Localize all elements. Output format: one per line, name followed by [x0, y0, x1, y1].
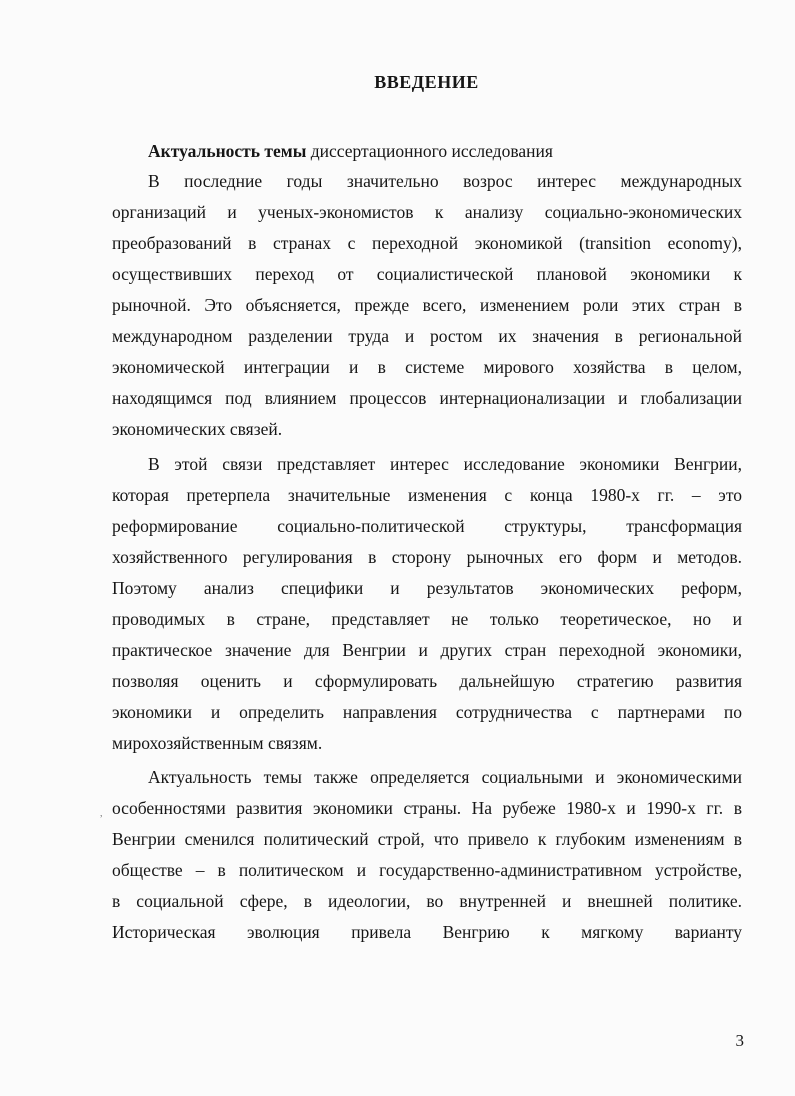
paragraph-line: преобразований в странах с переходной экономикой (transition economy),	[112, 233, 742, 253]
paragraph-3	[112, 762, 742, 948]
paragraph-line: рыночной. Это объясняется, прежде всего, изменением роли этих стран в	[112, 295, 742, 315]
page-title: ВВЕДЕНИЕ	[374, 72, 479, 92]
paragraph-line: Венгрии сменился политический строй, что привело к глубоким изменениям в	[112, 829, 742, 849]
section-subheading	[148, 137, 742, 165]
paragraph-line: экономики и определить направления сотрудничества с партнерами по	[112, 702, 742, 722]
paragraph-line: В последние годы значительно возрос интерес международных	[148, 171, 742, 191]
paragraph-line: проводимых в стране, представляет не только теоретическое, но и	[112, 609, 742, 629]
paragraph-line: которая претерпела значительные изменения с конца 1980-х гг. – это	[112, 485, 742, 505]
paragraph-line: Актуальность темы также определяется социальными и экономическими	[148, 767, 742, 787]
paragraph-line: находящимся под влиянием процессов интернационализации и глобализации	[112, 388, 742, 408]
paragraph-line: практическое значение для Венгрии и других стран переходной экономики,	[112, 640, 742, 660]
scan-speck: ,	[100, 808, 103, 819]
paragraph-line: Поэтому анализ специфики и результатов экономических реформ,	[112, 578, 742, 598]
paragraph-line: В этой связи представляет интерес исследование экономики Венгрии,	[148, 454, 742, 474]
paragraph-1	[112, 166, 742, 445]
paragraph-line: мирохозяйственным связям.	[112, 733, 323, 753]
subheading-bold: Актуальность темы	[148, 141, 307, 161]
paragraph-line: позволяя оценить и сформулировать дальнейшую стратегию развития	[112, 671, 742, 691]
paragraph-line: особенностями развития экономики страны. На рубеже 1980-х и 1990-х гг. в	[112, 798, 742, 818]
paragraph-line: в социальной сфере, в идеологии, во внутренней и внешней политике.	[112, 891, 742, 911]
paragraph-line: организаций и ученых-экономистов к анализу социально-экономических	[112, 202, 742, 222]
page-number: 3	[735, 1031, 744, 1050]
paragraph-2	[112, 449, 742, 759]
paragraph-line: экономической интеграции и в системе мирового хозяйства в целом,	[112, 357, 742, 377]
subheading-rest: диссертационного исследования	[306, 141, 553, 161]
paragraph-line: хозяйственного регулирования в сторону рыночных его форм и методов.	[112, 547, 742, 567]
paragraph-line: осуществивших переход от социалистической плановой экономики к	[112, 264, 742, 284]
paragraph-line: обществе – в политическом и государственно-административном устройстве,	[112, 860, 742, 880]
paragraph-line: Историческая эволюция привела Венгрию к мягкому варианту	[112, 922, 742, 942]
paragraph-line: экономических связей.	[112, 419, 283, 439]
paragraph-line: международном разделении труда и ростом их значения в региональной	[112, 326, 742, 346]
paragraph-line: реформирование социально-политической структуры, трансформация	[112, 516, 742, 536]
